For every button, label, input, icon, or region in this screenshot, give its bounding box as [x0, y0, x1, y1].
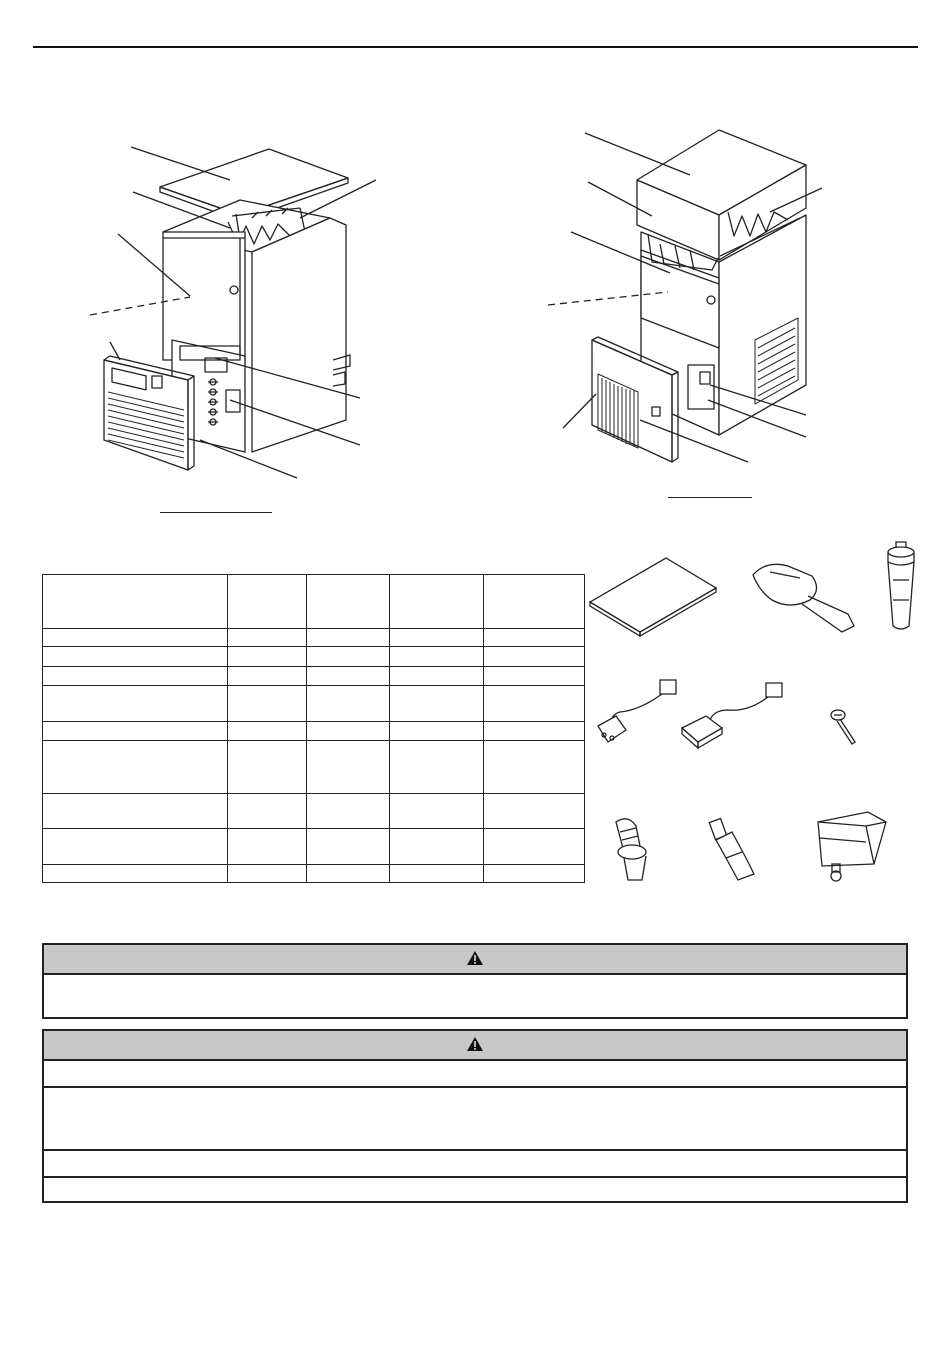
manual-booklet-icon: [588, 555, 718, 635]
table-row: [43, 722, 585, 741]
warning-box-2: [42, 1029, 908, 1203]
table-cell: [484, 686, 585, 722]
eu-power-cord-icon: [592, 677, 687, 752]
table-cell: [390, 865, 484, 883]
table-cell: [43, 829, 228, 865]
uk-power-cord-icon: [678, 677, 788, 752]
hose-fitting-icon: [605, 815, 660, 885]
table-row: [43, 865, 585, 883]
table-cell: [390, 722, 484, 741]
table-cell: [306, 629, 390, 647]
spec-table: [42, 574, 585, 883]
table-cell: [390, 794, 484, 829]
spec-header-cell: [306, 575, 390, 629]
table-cell: [43, 647, 228, 667]
table-cell: [390, 686, 484, 722]
spec-header-cell: [43, 575, 228, 629]
warning-header: [44, 945, 906, 975]
table-row: [43, 741, 585, 794]
table-cell: [306, 647, 390, 667]
table-cell: [306, 686, 390, 722]
warning-text: [44, 1151, 906, 1178]
ice-scoop-icon: [750, 555, 860, 635]
spec-header-cell: [227, 575, 306, 629]
table-cell: [227, 647, 306, 667]
warning-text: [44, 1088, 906, 1151]
spec-header-cell: [390, 575, 484, 629]
table-cell: [306, 722, 390, 741]
table-cell: [484, 667, 585, 686]
table-row: [43, 647, 585, 667]
table-cell: [484, 794, 585, 829]
table-row: [43, 794, 585, 829]
table-cell: [484, 629, 585, 647]
table-cell: [43, 794, 228, 829]
screw-icon: [828, 705, 863, 750]
table-cell: [390, 741, 484, 794]
table-cell: [227, 722, 306, 741]
spec-header-cell: [484, 575, 585, 629]
warning-header: [44, 1031, 906, 1061]
warning-triangle-icon: [466, 950, 484, 966]
table-row: [43, 629, 585, 647]
table-cell: [43, 741, 228, 794]
table-cell: [227, 829, 306, 865]
table-cell: [484, 741, 585, 794]
header-rule: [33, 46, 918, 48]
ice-maker-front-diagram: [80, 135, 390, 515]
warning-triangle-icon: [466, 1036, 484, 1052]
table-cell: [306, 741, 390, 794]
table-row: [43, 829, 585, 865]
table-cell: [306, 829, 390, 865]
hex-connector-icon: [705, 815, 765, 885]
table-cell: [390, 629, 484, 647]
figure-1-caption-underline: [160, 512, 272, 513]
table-cell: [43, 722, 228, 741]
table-cell: [227, 794, 306, 829]
water-filter-icon: [810, 808, 890, 890]
table-cell: [43, 865, 228, 883]
table-row: [43, 686, 585, 722]
adjustable-foot-icon: [878, 540, 923, 640]
table-cell: [227, 667, 306, 686]
warning-text: [44, 1178, 906, 1203]
table-cell: [227, 686, 306, 722]
table-cell: [390, 667, 484, 686]
warning-box-1: [42, 943, 908, 1019]
table-cell: [43, 667, 228, 686]
table-cell: [227, 741, 306, 794]
table-row: [43, 667, 585, 686]
table-cell: [43, 629, 228, 647]
table-cell: [390, 829, 484, 865]
table-cell: [306, 667, 390, 686]
table-cell: [484, 829, 585, 865]
figure-2-caption-underline: [668, 497, 752, 498]
table-cell: [43, 686, 228, 722]
warning-text: [44, 1061, 906, 1088]
table-cell: [484, 722, 585, 741]
table-cell: [306, 865, 390, 883]
ice-maker-side-diagram: [545, 125, 830, 505]
spec-table-header-row: [43, 575, 585, 629]
table-cell: [227, 629, 306, 647]
warning-text: [44, 975, 906, 1019]
table-cell: [227, 865, 306, 883]
table-cell: [390, 647, 484, 667]
table-cell: [484, 865, 585, 883]
table-cell: [306, 794, 390, 829]
table-cell: [484, 647, 585, 667]
